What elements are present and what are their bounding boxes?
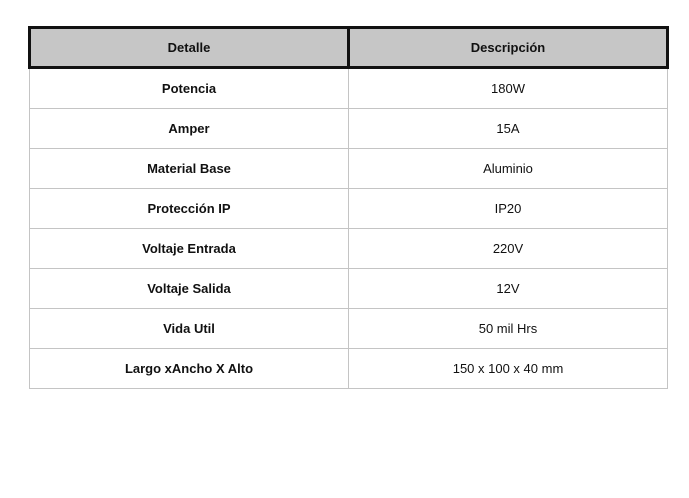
row-description: 12V <box>349 269 668 309</box>
table-row <box>30 189 668 229</box>
row-description: 220V <box>349 229 668 269</box>
row-detail: Material Base <box>30 149 349 189</box>
table-row <box>30 309 668 349</box>
table-row <box>30 149 668 189</box>
row-detail: Vida Util <box>30 309 349 349</box>
row-description: 150 x 100 x 40 mm <box>349 349 668 389</box>
row-description: 180W <box>349 68 668 109</box>
row-description: 15A <box>349 109 668 149</box>
row-description: Aluminio <box>349 149 668 189</box>
table-row <box>30 349 668 389</box>
row-detail: Voltaje Salida <box>30 269 349 309</box>
table-row <box>30 109 668 149</box>
spec-table <box>28 26 669 389</box>
row-description: IP20 <box>349 189 668 229</box>
header-descripcion: Descripción <box>349 28 668 68</box>
row-description: 50 mil Hrs <box>349 309 668 349</box>
table-row <box>30 229 668 269</box>
table-header-row <box>30 28 668 68</box>
table-body <box>30 68 668 389</box>
row-detail: Voltaje Entrada <box>30 229 349 269</box>
row-detail: Largo xAncho X Alto <box>30 349 349 389</box>
row-detail: Amper <box>30 109 349 149</box>
row-detail: Potencia <box>30 68 349 109</box>
table-row <box>30 68 668 109</box>
table-row <box>30 269 668 309</box>
header-detalle: Detalle <box>30 28 349 68</box>
table-header <box>30 28 668 68</box>
row-detail: Protección IP <box>30 189 349 229</box>
